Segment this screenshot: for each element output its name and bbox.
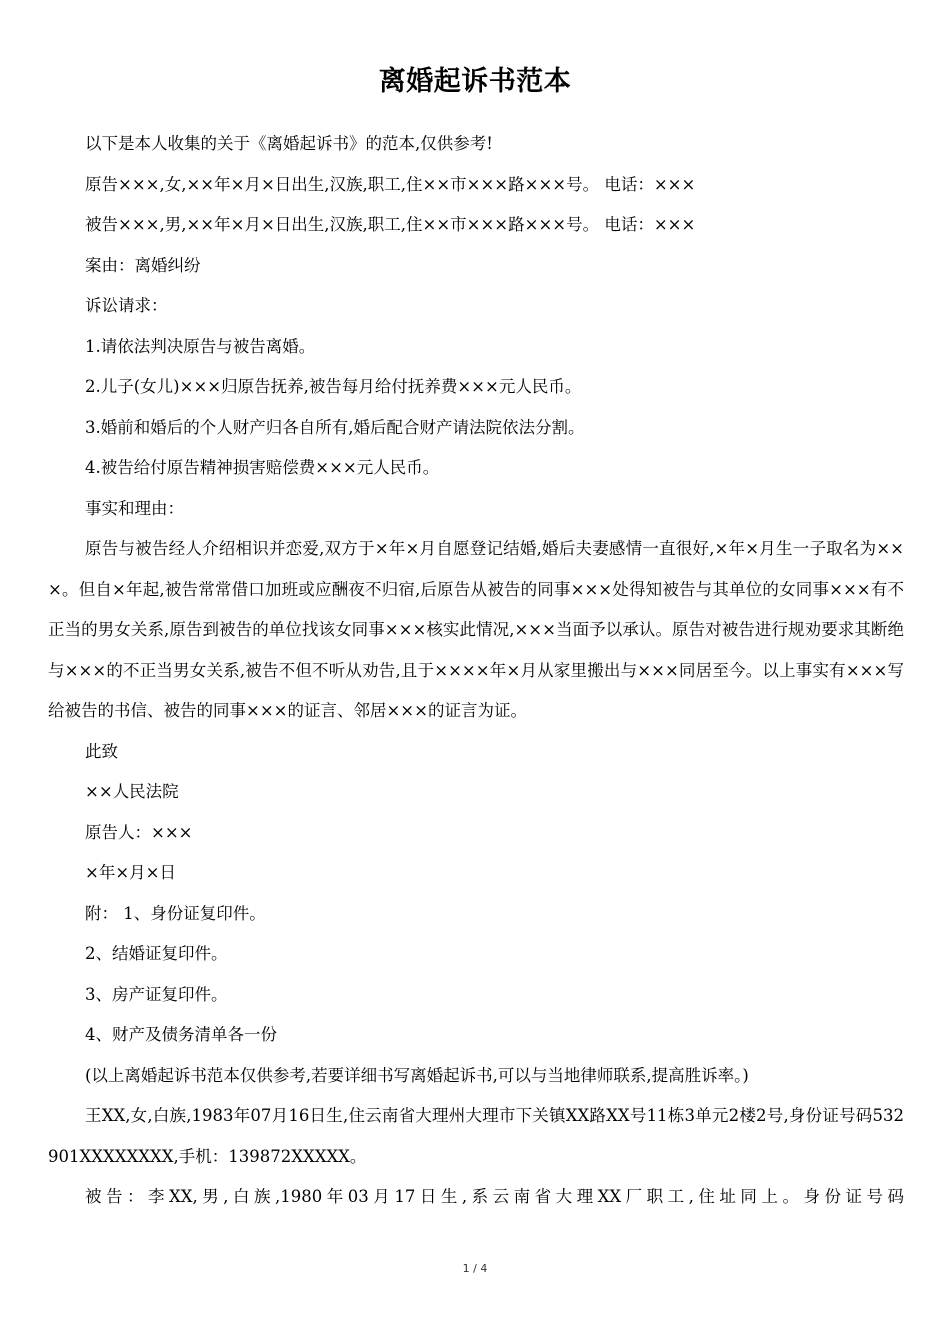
plaintiff-info: 原告×××,女,××年×月×日出生,汉族,职工,住××市×××路×××号。 电话：××× [85, 174, 696, 194]
attachment-item: 附： 1、身份证复印件。 [85, 903, 266, 923]
attachment-item: 4、财产及债务清单各一份 [85, 1025, 277, 1044]
claim-item: 4.被告给付原告精神损害赔偿费×××元人民币。 [85, 458, 440, 477]
court-name: ××人民法院 [85, 782, 179, 801]
disclaimer-note: (以上离婚起诉书范本仅供参考,若要详细书写离婚起诉书,可以与当地律师联系,提高胜诉率。) [85, 1065, 749, 1085]
date-line: ×年×月×日 [85, 863, 176, 882]
page-number: 1 / 4 [462, 1262, 488, 1275]
example-defendant: 被告：李XX,男,白族,1980年03月17日生,系云南省大理XX厂职工,住址同上。身份证号码 [85, 1187, 904, 1206]
claim-item: 3.婚前和婚后的个人财产归各自所有,婚后配合财产请法院依法分割。 [85, 417, 585, 437]
example-plaintiff: 王XX,女,白族,1983年07月16日生,住云南省大理州大理市下关镇XX路XX号11栋3单元2楼2号,身份证号码532901XXXXXXXX,手机：139872XXXXX。 [48, 1106, 904, 1166]
claim-item: 2.儿子(女儿)×××归原告抚养,被告每月给付抚养费×××元人民币。 [85, 377, 582, 396]
plaintiff-signature: 原告人：××× [85, 822, 193, 842]
attachment-item: 3、房产证复印件。 [85, 984, 228, 1004]
document-body [48, 124, 904, 1218]
document-title: 离婚起诉书范本 [378, 66, 572, 97]
claim-item: 1.请依法判决原告与被告离婚。 [85, 336, 316, 356]
attachment-item: 2、结婚证复印件。 [85, 944, 228, 963]
defendant-info: 被告×××,男,××年×月×日出生,汉族,职工,住××市×××路×××号。 电话：××× [85, 215, 696, 234]
claims-heading: 诉讼请求： [85, 296, 168, 315]
case-cause: 案由：离婚纠纷 [85, 255, 201, 275]
intro-paragraph: 以下是本人收集的关于《离婚起诉书》的范本,仅供参考! [85, 134, 493, 153]
facts-heading: 事实和理由： [85, 498, 184, 518]
salutation: 此致 [85, 741, 118, 761]
facts-paragraph: 原告与被告经人介绍相识并恋爱,双方于×年×月自愿登记结婚,婚后夫妻感情一直很好,×年×月生一子取名为×××。但自×年起,被告常常借口加班或应酬夜不归宿,后原告从被告的同事×××处得知被告与其单位的女同事×××有不正当的男女关系,原告到被告的单位找该女同事×××核实此情况,×××当面予以承认。原告对被告进行规劝要求其断绝与×××的不正当男女关系,被告不但不听从劝告,且于××××年×月从家里搬出与×××同居至今。以上事实有×××写给被告的书信、被告的同事×××的证言、邻居×××的证言为证。 [48, 539, 904, 720]
